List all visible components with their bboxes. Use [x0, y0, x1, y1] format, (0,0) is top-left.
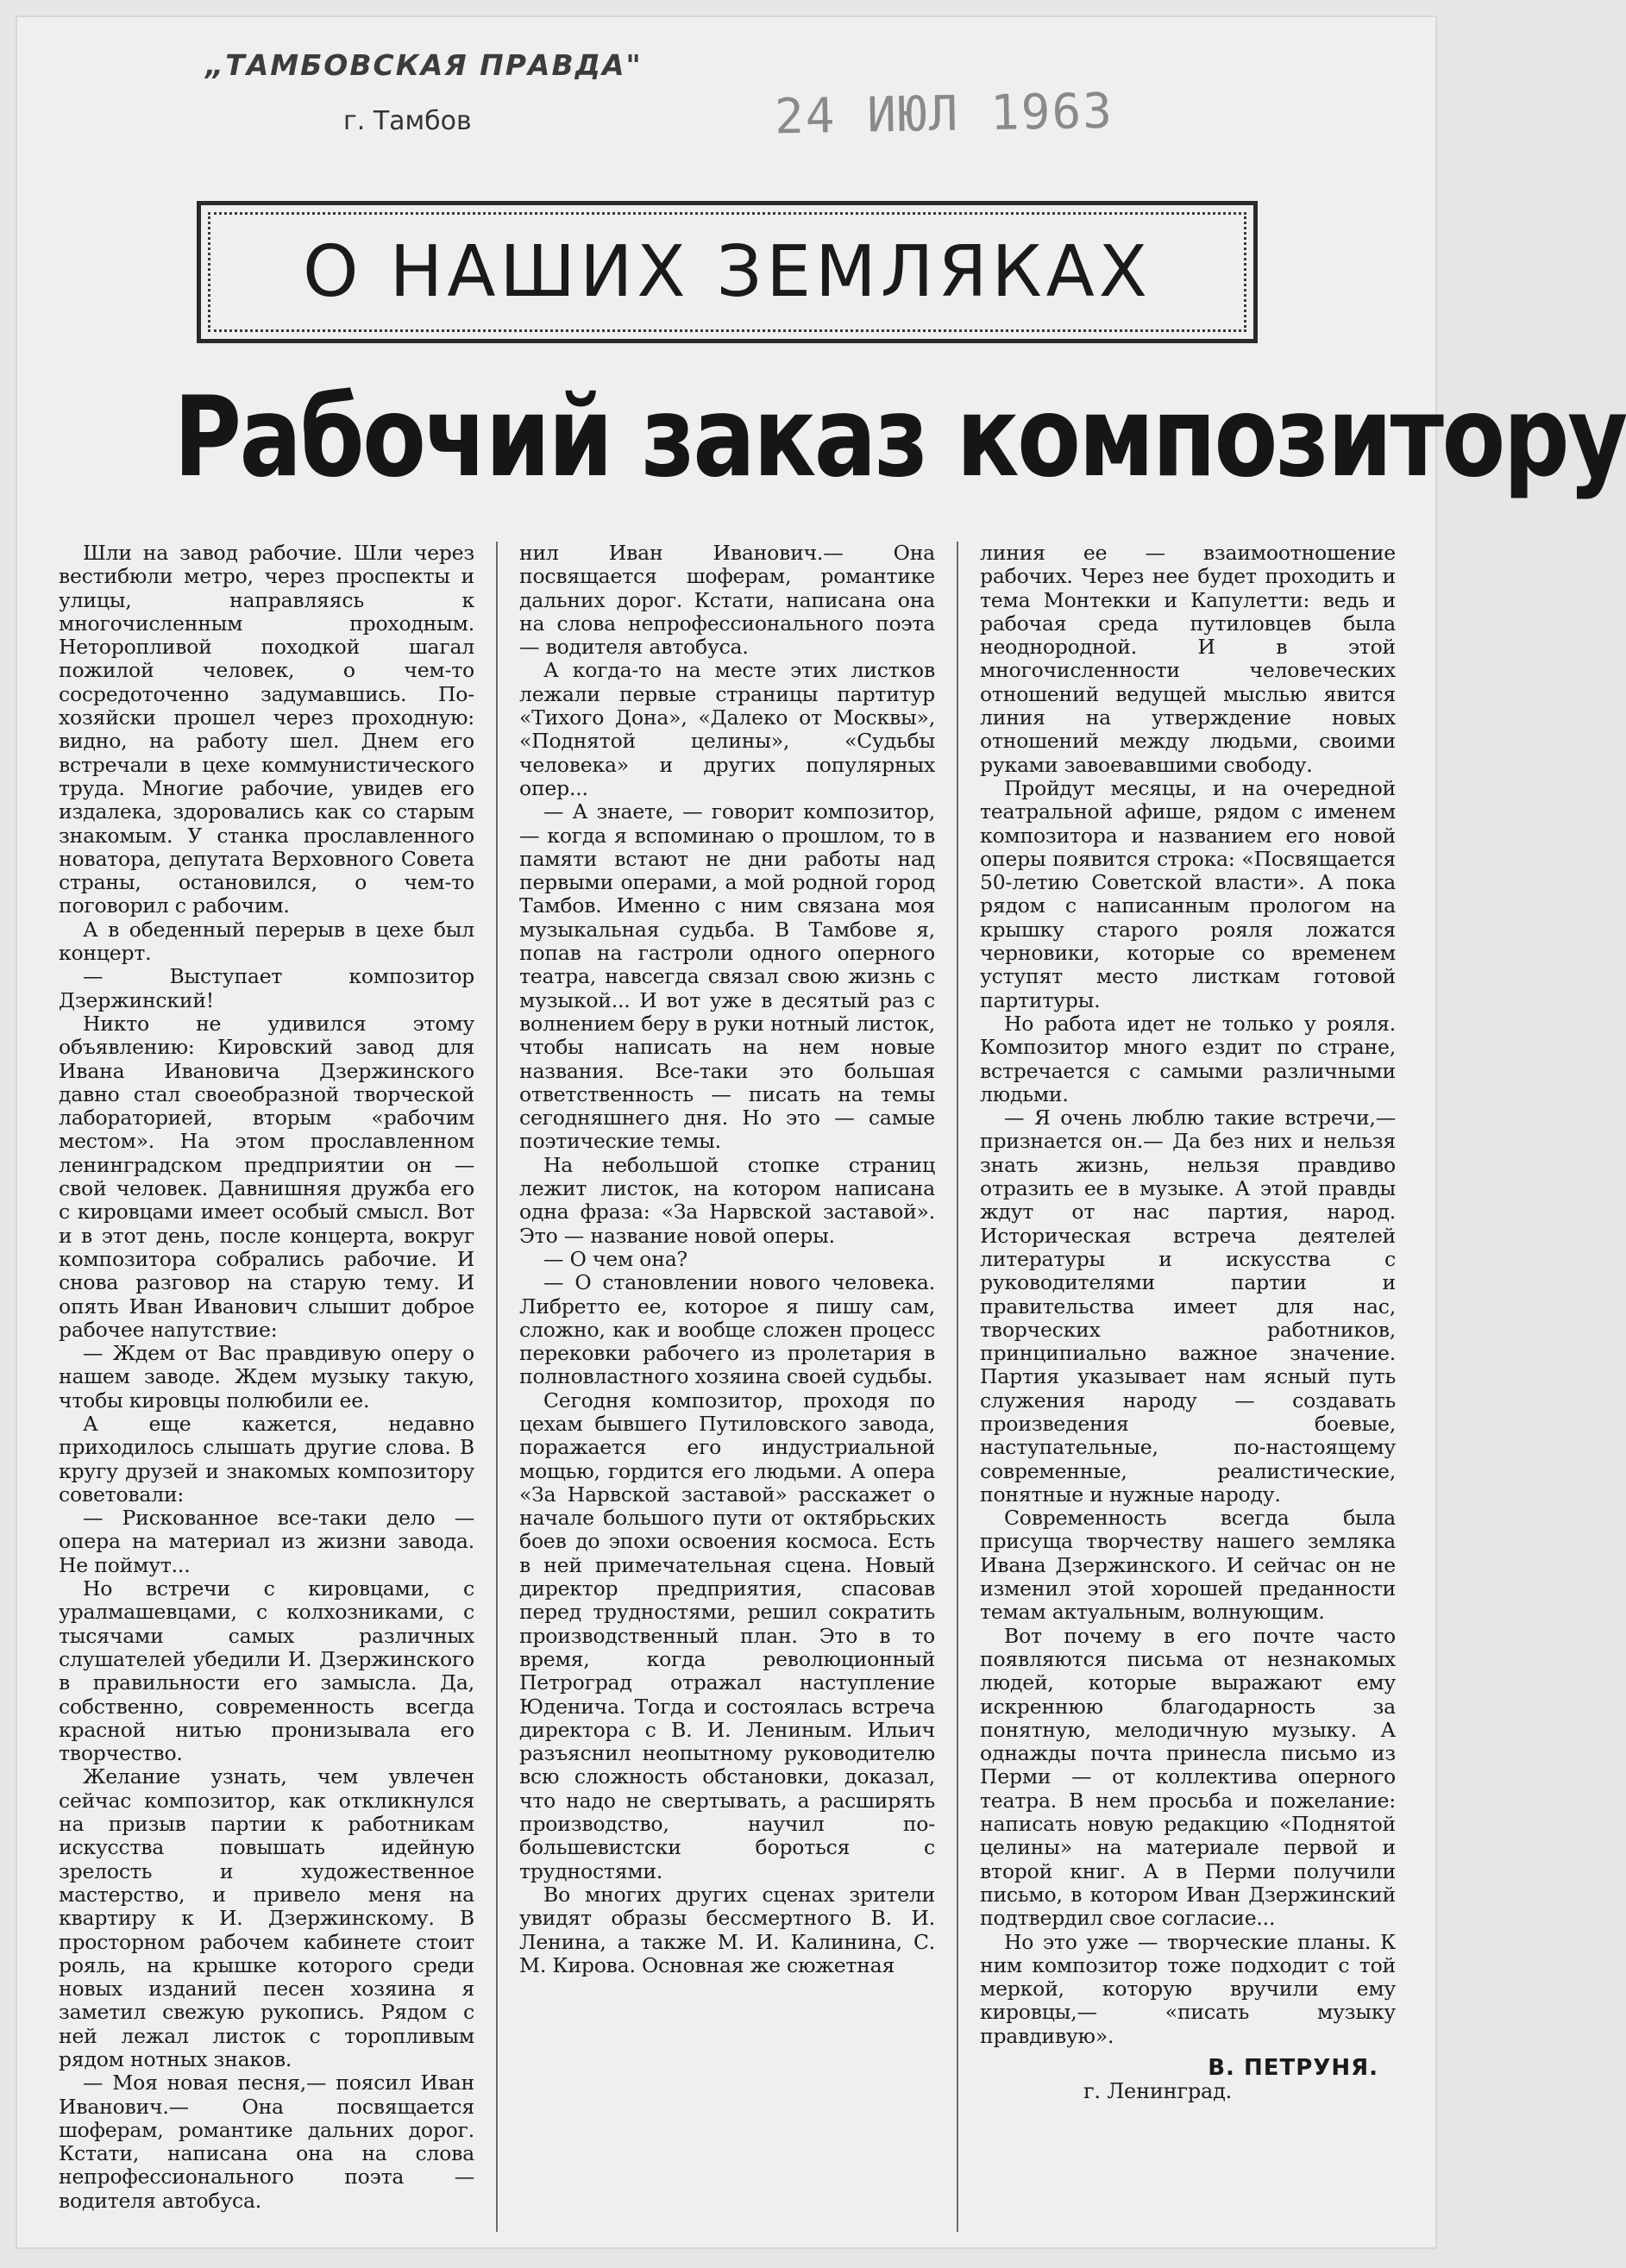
article-column-3-text	[980, 542, 1396, 2048]
author-city: г. Ленинград.	[1083, 2079, 1233, 2104]
article-paragraph: Никто не удивился этому объявлению: Кировский завод для Ивана Ивановича Дзержинского давно стал своеобразной творческой лабораторией, вторым «рабочим местом». На этом прославленном ленинградском предприятии он — свой человек. Давнишняя дружба его с кировцами имеет особый смысл. Вот и в этот день, после концерта, вокруг композитора собрались рабочие. И снова разговор на старую тему. И опять Иван Иванович слышит доброе рабочее напутствие:	[59, 1011, 474, 1342]
article-paragraph: — Я очень люблю такие встречи,— признается он.— Да без них и нельзя знать жизнь, нельзя правдиво отразить ее в музыке. А этой правды ждут от нас партия, народ. Историческая встреча деятелей литературы и искусства с руководителями партии и правительства имеет для нас, творческих работников, принципиально важное значение. Партия указывает нам ясный путь служения народу — создавать произведения боевые, наступательные, по-настоящему современные, реалистические, понятные и нужные народу.	[980, 1106, 1396, 1507]
author-signature: В. ПЕТРУНЯ.	[1208, 2055, 1378, 2081]
article-paragraph: — Рискованное все-таки дело — опера на материал из жизни завода. Не поймут...	[59, 1506, 474, 1577]
article-paragraph: Во многих других сценах зрители увидят образы бессмертного В. И. Ленина, а также М. И. Калинина, С. М. Кирова. Основная же сюжетная	[519, 1882, 935, 1977]
article-paragraph: — О становлении нового человека. Либретто ее, которое я пишу сам, сложно, как и вообще сложен процесс перековки рабочего из пролетария в полновластного хозяина своей судьбы.	[519, 1270, 935, 1389]
article-paragraph: Но встречи с кировцами, с уралмашевцами, с колхозниками, с тысячами самых различных слушателей убедили И. Дзержинского в правильности его замысла. Да, собственно, современность всегда красной нитью пронизывала его творчество.	[59, 1576, 474, 1766]
article-column-3	[980, 542, 1396, 2232]
date-stamp: 24 ИЮЛ 1963	[774, 83, 1114, 146]
article-paragraph: А в обеденный перерыв в цехе был концерт.	[59, 917, 474, 966]
article-paragraph: Пройдут месяцы, и на очередной театральной афише, рядом с именем композитора и названием его новой оперы появится строка: «Посвящается 50-летию Советской власти». А пока рядом с написанным прологом на крышку старого рояля ложатся черновики, которые со временем уступят место листкам готовой партитуры.	[980, 775, 1396, 1012]
masthead-city: г. Тамбов	[343, 106, 472, 136]
column-divider	[957, 542, 958, 2232]
article-paragraph: Шли на завод рабочие. Шли через вестибюли метро, через проспекты и улицы, направляясь к многочисленным проходным. Неторопливой походкой шагал пожилой человек, о чем-то сосредоточенно задумавшись. По-хозяйски прошел через проходную: видно, на работу шел. Днем его встречали в цехе коммунистического труда. Многие рабочие, увидев его издалека, здоровались как со старым знакомым. У станка прославленного новатора, депутата Верховного Совета страны, остановился, о чем-то поговорил с рабочим.	[59, 541, 474, 918]
article-paragraph: Но работа идет не только у рояля. Композитор много ездит по стране, встречается с самыми различными людьми.	[980, 1011, 1396, 1106]
article-paragraph: А когда-то на месте этих листков лежали первые страницы партитур «Тихого Дона», «Далеко от Москвы», «Поднятой целины», «Судьбы человека» и других популярных опер...	[519, 658, 935, 800]
article-column-2	[519, 542, 935, 2232]
rubric-frame	[197, 201, 1258, 343]
article-paragraph: — А знаете, — говорит композитор,— когда я вспоминаю о прошлом, то в памяти встают не дни работы над первыми операми, а мой родной город Тамбов. Именно с ним связана моя музыкальная судьба. В Тамбове я, попав на гастроли одного оперного театра, навсегда связал свою жизнь с музыкой... И вот уже в десятый раз с волнением беру в руки нотный листок, чтобы написать на нем новые названия. Все-таки это большая ответственность — писать на темы сегодняшнего дня. Но это — самые поэтические темы.	[519, 799, 935, 1154]
article-paragraph: — Выступает композитор Дзержинский!	[59, 964, 474, 1012]
article-paragraph: Желание узнать, чем увлечен сейчас композитор, как откликнулся на призыв партии к работникам искусства повышать идейную зрелость и художественное мастерство, и привело меня на квартиру к И. Дзержинскому. В просторном рабочем кабинете стоит рояль, на крышке которого среди новых изданий песен хозяина я заметил свежую рукопись. Рядом с ней лежал листок с торопливым рядом нотных знаков.	[59, 1764, 474, 2071]
newspaper-masthead: „ТАМБОВСКАЯ ПРАВДА"	[205, 48, 643, 82]
article-paragraph: — О чем она?	[543, 1246, 687, 1271]
article-body	[59, 542, 1396, 2232]
rubric-title: О НАШИХ ЗЕМЛЯКАХ	[208, 212, 1246, 332]
article-paragraph: Но это уже — творческие планы. К ним композитор тоже подходит с той меркой, которую вручили ему кировцы,— «писать музыку правдивую».	[980, 1929, 1396, 2048]
article-paragraph: Вот почему в его почте часто появляются письма от незнакомых людей, которые выражают ему искреннюю благодарность за понятную, мелодичную музыку. А однажды почта принесла письмо из Перми — от коллектива оперного театра. В нем просьба и пожелание: написать новую редакцию «Поднятой целины» на материале первой и второй книг. А в Перми получили письмо, в котором Иван Дзержинский подтвердил свое согласие...	[980, 1623, 1396, 1931]
article-paragraph: нил Иван Иванович.— Она посвящается шоферам, романтике дальних дорог. Кстати, написана она на слова непрофессионального поэта — водителя автобуса.	[519, 541, 935, 660]
article-paragraph: — Ждем от Вас правдивую оперу о нашем заводе. Ждем музыку такую, чтобы кировцы полюбили ее.	[59, 1341, 474, 1413]
newspaper-clipping	[16, 16, 1626, 2249]
article-paragraph: Современность всегда была присуща творчеству нашего земляка Ивана Дзержинского. И сейчас он не изменил этой хорошей преданности темам актуальным, волнующим.	[980, 1506, 1396, 1625]
article-paragraph: — Моя новая песня,— поясил Иван Иванович.— Она посвящается шоферам, романтике дальних дорог. Кстати, написана она на слова непрофессионального поэта — водителя автобуса.	[59, 2071, 474, 2213]
article-paragraph: На небольшой стопке страниц лежит листок, на котором написана одна фраза: «За Нарвской заставой». Это — название новой оперы.	[519, 1152, 935, 1248]
article-paragraph: Сегодня композитор, проходя по цехам бывшего Путиловского завода, поражается его индустриальной мощью, гордится его людьми. А опера «За Нарвской заставой» расскажет о начале большого пути от октябрьских боев до эпохи освоения космоса. Есть в ней примечательная сцена. Новый директор предприятия, спасовав перед трудностями, решил сократить производственный план. Это в то время, когда революционный Петроград отражал наступление Юденича. Тогда и состоялась встреча директора с В. И. Лениным. Ильич разъяснил неопытному руководителю всю сложность обстановки, доказал, что надо не свертывать, а расширять производство, научил по-большевистски бороться с трудностями.	[519, 1388, 935, 1883]
article-paragraph: А еще кажется, недавно приходилось слышать другие слова. В кругу друзей и знакомых композитору советовали:	[59, 1411, 474, 1507]
article-headline: Рабочий заказ композитору	[173, 373, 1626, 502]
article-paragraph: линия ее — взаимоотношение рабочих. Через нее будет проходить и тема Монтекки и Капулетти: ведь и рабочая среда путиловцев была неоднородной. И в этой многочисленности человеческих отношений ведущей мыслью явится линия на утверждение новых отношений между людьми, своими руками завоевавшими свободу.	[980, 541, 1396, 777]
article-column-1	[59, 542, 474, 2232]
column-divider	[496, 542, 498, 2232]
